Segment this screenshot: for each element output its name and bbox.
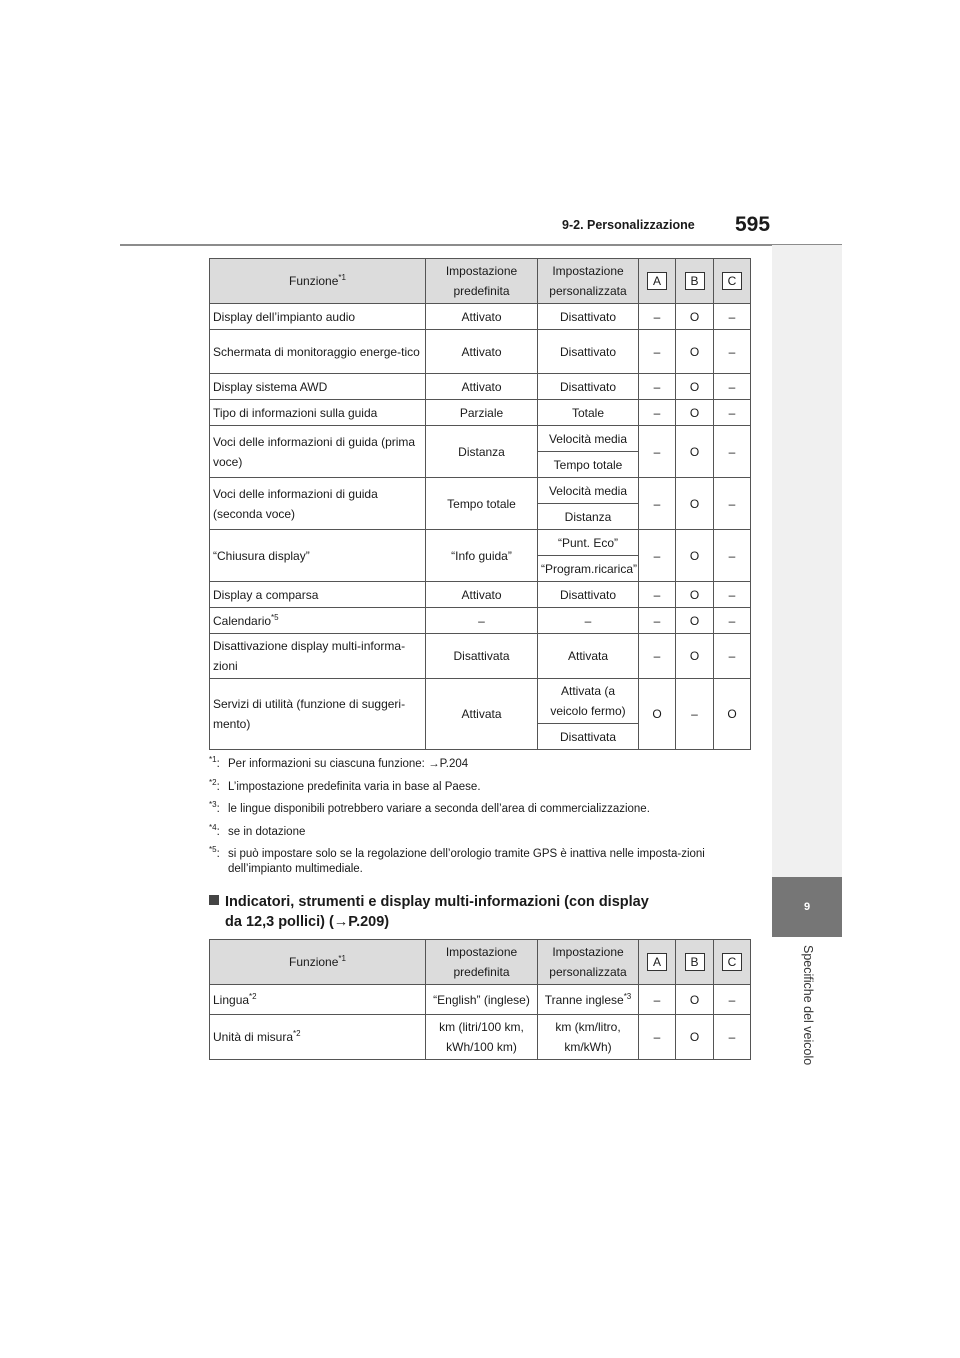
table-row: “Program.ricarica” — [210, 556, 751, 582]
footnotes — [209, 757, 754, 885]
settings-table-1 — [209, 258, 751, 750]
table-row: Voci delle informazioni di guida (prima voce) Distanza Velocità media – O – — [210, 426, 751, 452]
header-custom: Impostazione personalizzata — [538, 259, 639, 304]
side-tab-title — [772, 945, 842, 1085]
header-function: Funzione$^{*1}$ — [210, 940, 426, 985]
table-row: “Chiusura display” “Info guida” “Punt. Eco” – O – — [210, 530, 751, 556]
table-row: Lingua$^{*2}$ “English” (inglese) Tranne inglese$^{*3}$ – O – — [210, 985, 751, 1015]
square-bullet-icon — [209, 895, 219, 905]
header-rule — [120, 244, 842, 246]
header-custom: Impostazione personalizzata — [538, 940, 639, 985]
header-c: C — [722, 953, 742, 971]
header-c: C — [722, 272, 742, 290]
header-default: Impostazione predefinita — [426, 259, 538, 304]
header-a: A — [647, 953, 667, 971]
header-a: A — [647, 272, 667, 290]
table-header-row — [210, 259, 751, 304]
page-number: 595 — [735, 213, 771, 236]
side-tab-title-text: Specifiche del veicolo — [801, 945, 815, 1066]
header-b: B — [685, 272, 705, 290]
header-function: Funzione$^{*1}$ — [210, 259, 426, 304]
table-row: Schermata di monitoraggio energe-tico Attivato Disattivato – O – — [210, 330, 751, 374]
footnote: $^{*3}$: le lingue disponibili potrebbero variare a seconda dell’area di commercializzazione. — [209, 800, 650, 815]
table-row: Disattivazione display multi-informa-zioni Disattivata Attivata – O – — [210, 634, 751, 679]
side-tab-number: 9 — [772, 877, 842, 937]
header-default: Impostazione predefinita — [426, 940, 538, 985]
table-row: Tipo di informazioni sulla guida Parziale Totale – O – — [210, 400, 751, 426]
table-row: Calendario$^{*5}$ – – – O – — [210, 608, 751, 634]
footnote: $^{*5}$: si può impostare solo se la regolazione dell’orologio tramite GPS è inattiva nelle imposta-zioni dell’impianto multimediale. — [209, 845, 705, 875]
settings-table-2 — [209, 939, 751, 1060]
table-row: Display a comparsa Attivato Disattivato – O – — [210, 582, 751, 608]
table-row: Voci delle informazioni di guida (seconda voce) Tempo totale Velocità media – O – — [210, 478, 751, 504]
table-row: Display sistema AWD Attivato Disattivato – O – — [210, 374, 751, 400]
section-subheading: Indicatori, strumenti e display multi-informazioni (con display da 12,3 pollici) (→P.209) — [209, 892, 769, 932]
table-row: Unità di misura$^{*2}$ km (litri/100 km, kWh/100 km) km (km/litro, km/kWh) – O – — [210, 1015, 751, 1060]
footnote: $^{*2}$: L’impostazione predefinita varia in base al Paese. — [209, 777, 481, 793]
header-b: B — [685, 953, 705, 971]
table-row: Distanza — [210, 504, 751, 530]
section-title: 9-2. Personalizzazione — [562, 218, 695, 232]
table-header-row — [210, 940, 751, 985]
footnote: $^{*1}$: Per informazioni su ciascuna funzione: →P.204 — [209, 755, 469, 770]
table-row: Display dell’impianto audio Attivato Disattivato – O – — [210, 304, 751, 330]
table-row: Servizi di utilità (funzione di suggeri-mento) Attivata Attivata (a veicolo fermo) O – O — [210, 679, 751, 724]
footnote: $^{*4}$: se in dotazione — [209, 822, 306, 838]
side-tab-background — [772, 245, 842, 877]
table-row: Tempo totale — [210, 452, 751, 478]
table-row: Disattivata — [210, 724, 751, 750]
